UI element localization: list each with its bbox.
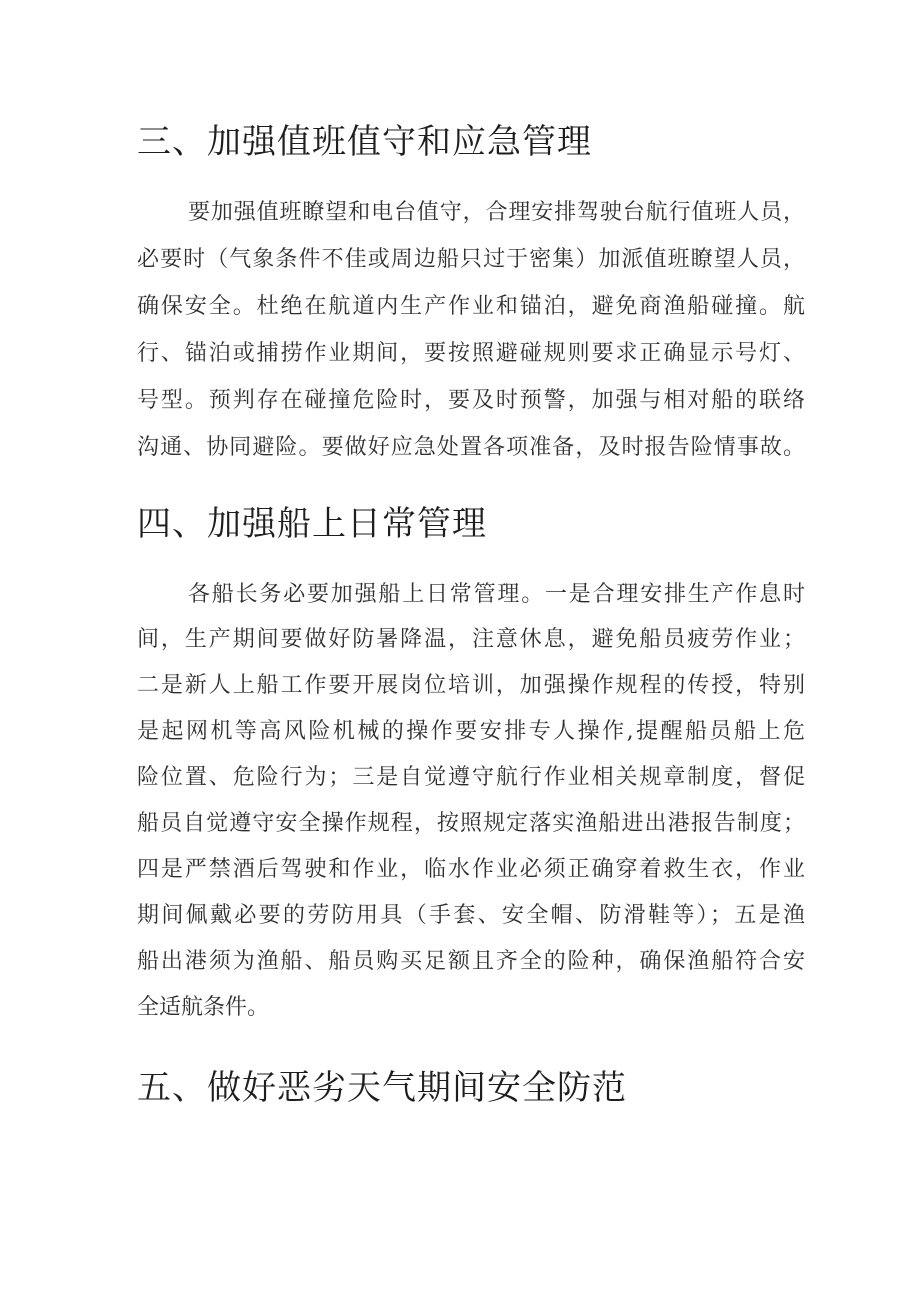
- section-4-paragraph-line: 险位置、危险行为；三是自觉遵守航行作业相关规章制度，督促: [137, 765, 805, 790]
- section-3-paragraph-line: 号型。预判存在碰撞危险时，要及时预警，加强与相对船的联络: [137, 388, 805, 413]
- section-3-paragraph-line: 沟通、协同避险。要做好应急处置各项准备，及时报告险情事故。: [137, 435, 805, 460]
- section-3-paragraph-line: 要加强值班瞭望和电台值守，合理安排驾驶台航行值班人员，: [188, 200, 805, 225]
- section-3-heading: 三、加强值班值守和应急管理: [137, 122, 592, 162]
- section-4-paragraph-line: 船出港须为渔船、船员购买足额且齐全的险种，确保渔船符合安: [137, 949, 805, 974]
- section-4-paragraph-line: 二是新人上船工作要开展岗位培训，加强操作规程的传授，特别: [137, 673, 805, 698]
- section-5-heading: 五、做好恶劣天气期间安全防范: [137, 1068, 627, 1108]
- section-4-paragraph-line: 各船长务必要加强船上日常管理。一是合理安排生产作息时: [188, 582, 805, 607]
- section-3-paragraph-line: 确保安全。杜绝在航道内生产作业和锚泊，避免商渔船碰撞。航: [137, 294, 805, 319]
- section-3-paragraph-line: 行、锚泊或捕捞作业期间，要按照避碰规则要求正确显示号灯、: [137, 341, 805, 366]
- section-4-paragraph-line: 间，生产期间要做好防暑降温，注意休息，避免船员疲劳作业；: [137, 627, 805, 652]
- section-3-paragraph-line: 必要时（气象条件不佳或周边船只过于密集）加派值班瞭望人员，: [137, 247, 805, 272]
- section-4-paragraph-line: 全适航条件。: [137, 995, 270, 1020]
- section-4-paragraph-line: 是起网机等高风险机械的操作要安排专人操作,提醒船员船上危: [137, 719, 805, 744]
- section-4-paragraph-line: 船员自觉遵守安全操作规程，按照规定落实渔船进出港报告制度；: [137, 811, 805, 836]
- section-4-paragraph-line: 期间佩戴必要的劳防用具（手套、安全帽、防滑鞋等）；五是渔: [137, 903, 805, 928]
- section-4-heading: 四、加强船上日常管理: [137, 504, 487, 544]
- section-4-paragraph-line: 四是严禁酒后驾驶和作业，临水作业必须正确穿着救生衣，作业: [137, 857, 805, 882]
